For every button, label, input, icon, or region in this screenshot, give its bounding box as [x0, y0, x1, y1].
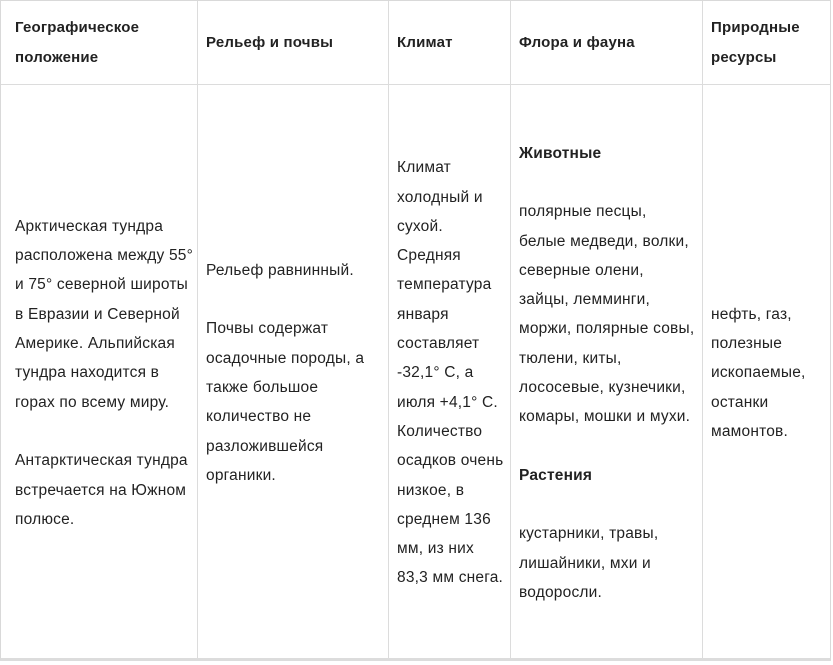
geo-paragraph-2: Антарктическая тундра встречается на Южном полюсе. [15, 452, 188, 528]
header-relief [206, 1, 381, 84]
header-flora-label: Флора и фауна [519, 33, 635, 51]
header-climate-label: Климат [397, 33, 453, 51]
cell-relief [206, 85, 381, 661]
header-resources [711, 1, 823, 84]
header-resources-label: Природные ресурсы [711, 19, 800, 66]
plants-title: Растения [519, 466, 593, 484]
cell-flora [519, 85, 697, 661]
column-divider [197, 1, 198, 658]
header-relief-label: Рельеф и почвы [206, 33, 334, 51]
cell-resources [711, 85, 825, 661]
cell-climate [397, 85, 505, 661]
relief-paragraph-1: Рельеф равнинный. [206, 261, 354, 279]
animals-list: полярные песцы, белые медведи, волки, северные олени, зайцы, лемминги, моржи, полярные совы, тюлени, киты, лососевые, кузнечики, комары, мошки и мухи. [519, 203, 695, 426]
relief-paragraph-2: Почвы содержат осадочные породы, а также большое количество не разложившейся органики. [206, 320, 365, 484]
animals-title: Животные [519, 144, 602, 162]
header-climate [397, 1, 505, 84]
climate-paragraph: Климат холодный и сухой. Средняя температура января составляет -32,1° C, а июля +4,1° C. Количество осадков очень низкое, в среднем 136 мм, из них 83,3 мм снега. [397, 159, 504, 587]
header-flora [519, 1, 695, 84]
geo-paragraph-1: Арктическая тундра расположена между 55° и 75° северной широты в Евразии и Северной Америке. Альпийская тундра находится в горах по всему миру. [15, 217, 194, 411]
plants-list: кустарники, травы, лишайники, мхи и водоросли. [519, 525, 659, 602]
resources-paragraph: нефть, газ, полезные ископаемые, останки мамонтов. [711, 305, 806, 440]
cell-geo [15, 85, 193, 661]
header-geo-label: Географическое положение [15, 19, 140, 66]
column-divider [702, 1, 703, 658]
header-geo [15, 1, 185, 84]
column-divider [388, 1, 389, 658]
column-divider [510, 1, 511, 658]
